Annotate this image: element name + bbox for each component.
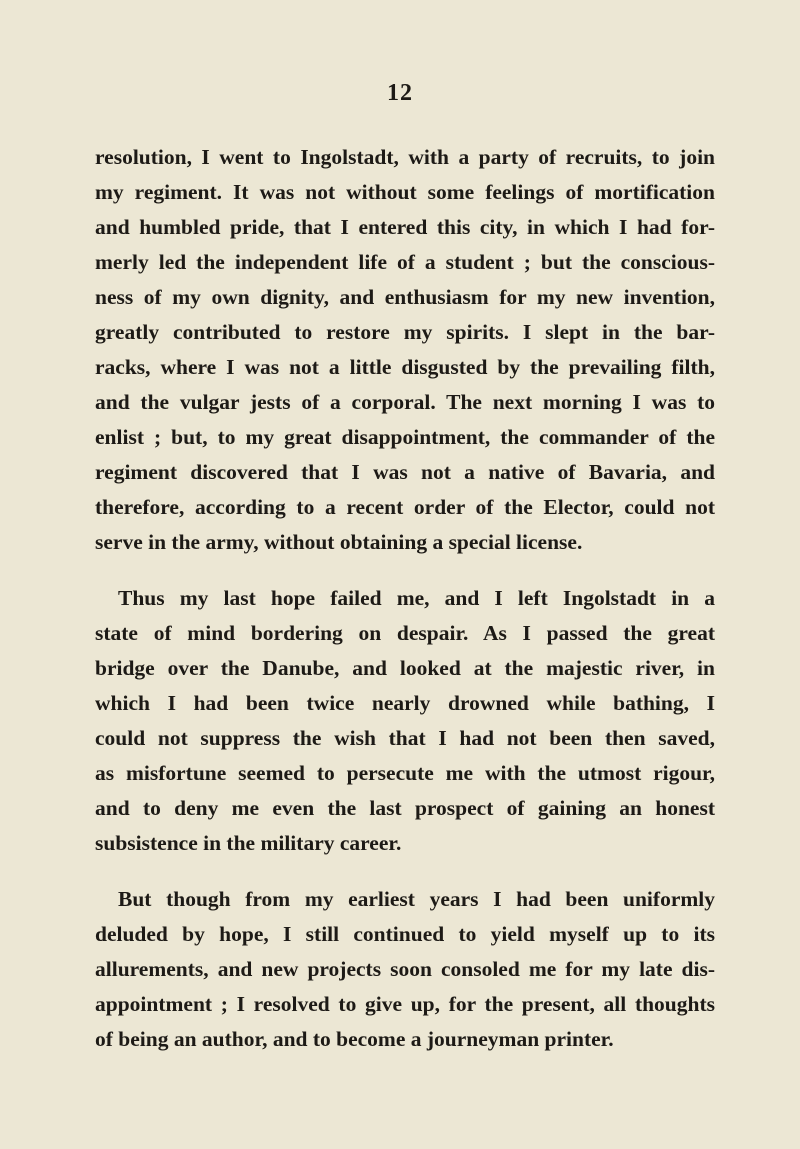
text-line: ness of my own dignity, and enthusiasm for my new invention, [95, 285, 715, 309]
paragraph-1 [95, 140, 715, 560]
text-line: as misfortune seemed to persecute me with the utmost rigour, [95, 761, 715, 785]
text-line: therefore, according to a recent order of the Elector, could not [95, 495, 715, 519]
text-line: enlist ; but, to my great disappointment, the commander of the [95, 425, 715, 449]
text-line: Thus my last hope failed me, and I left Ingolstadt in a [118, 586, 715, 610]
text-line: could not suppress the wish that I had not been then saved, [95, 726, 715, 750]
text-line: state of mind bordering on despair. As I passed the great [95, 621, 715, 645]
text-line: subsistence in the military career. [95, 831, 402, 855]
text-line: and humbled pride, that I entered this city, in which I had for- [95, 215, 715, 239]
text-line: deluded by hope, I still continued to yield myself up to its [95, 922, 715, 946]
page-number: 12 [387, 80, 413, 106]
text-line: resolution, I went to Ingolstadt, with a party of recruits, to join [95, 145, 715, 169]
text-line: my regiment. It was not without some feelings of mortification [95, 180, 715, 204]
paragraph-3 [95, 882, 715, 1057]
text-line: allurements, and new projects soon consoled me for my late dis- [95, 957, 715, 981]
body-text [95, 140, 715, 1057]
text-line: But though from my earliest years I had been uniformly [118, 887, 715, 911]
text-line: and the vulgar jests of a corporal. The next morning I was to [95, 390, 715, 414]
text-line: serve in the army, without obtaining a special license. [95, 530, 583, 554]
text-line: merly led the independent life of a student ; but the conscious- [95, 250, 715, 274]
text-line: appointment ; I resolved to give up, for the present, all thoughts [95, 992, 715, 1016]
paragraph-2 [95, 581, 715, 861]
text-line: which I had been twice nearly drowned while bathing, I [95, 691, 715, 715]
text-line: of being an author, and to become a journeyman printer. [95, 1027, 614, 1051]
text-line: greatly contributed to restore my spirits. I slept in the bar- [95, 320, 715, 344]
text-line: regiment discovered that I was not a native of Bavaria, and [95, 460, 715, 484]
text-line: and to deny me even the last prospect of gaining an honest [95, 796, 715, 820]
text-line: racks, where I was not a little disgusted by the prevailing filth, [95, 355, 715, 379]
text-line: bridge over the Danube, and looked at the majestic river, in [95, 656, 715, 680]
